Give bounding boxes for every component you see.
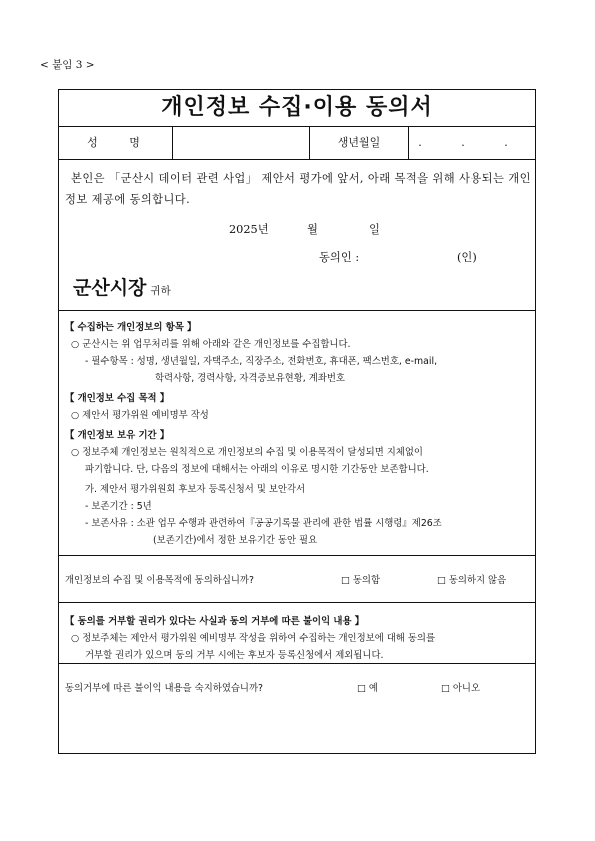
purpose-line: ○ 제안서 평가위원 예비명부 작성 <box>71 410 209 421</box>
items-line: ○ 군산시는 위 업무처리를 위해 아래와 같은 개인정보를 수집합니다. <box>71 339 351 350</box>
name-label: 성 명 <box>59 127 173 159</box>
addressee-name: 군산시장 <box>73 277 147 299</box>
refusal-section <box>59 603 535 664</box>
purpose-heading: 【 개인정보 수집 목적 】 <box>65 393 170 404</box>
attachment-label: < 붙임 3 > <box>40 59 95 71</box>
period-line: - 보존사유 : 소관 업무 수행과 관련하여『공공기록물 관리에 관한 법률 시행령』제26조 <box>85 518 442 529</box>
refusal-line: 거부할 권리가 있으며 동의 거부 시에는 후보자 등록신청에서 제외됩니다. <box>85 650 384 661</box>
refusal-heading: 【 동의를 거부할 권리가 있다는 사실과 동의 거부에 따른 불이익 내용 】 <box>65 616 365 627</box>
addressee <box>73 273 171 300</box>
yes-checkbox[interactable]: □ 예 <box>357 683 378 694</box>
period-line: (보존기간)에서 정한 보유기간 동안 필요 <box>153 535 318 546</box>
no-checkbox[interactable]: □ 아니오 <box>441 683 481 694</box>
period-line: 가. 제안서 평가위원회 후보자 등록신청서 및 보안각서 <box>85 484 306 495</box>
consent-question-row <box>59 556 535 603</box>
date-day: 일 <box>369 223 380 236</box>
items-line: 학력사항, 경력사항, 자격증보유현황, 계좌번호 <box>155 373 345 384</box>
refusal-line: ○ 정보주체는 제안서 평가위원 예비명부 작성을 위하여 수집하는 개인정보에 대해 동의를 <box>71 633 436 644</box>
privacy-info-section <box>59 311 535 556</box>
period-heading: 【 개인정보 보유 기간 】 <box>65 430 170 441</box>
signer-label: 동의인 : <box>319 251 360 264</box>
addressee-suffix: 귀하 <box>150 285 171 297</box>
items-heading: 【 수집하는 개인정보의 항목 】 <box>65 322 197 333</box>
consent-section <box>59 160 535 311</box>
birth-field[interactable]: . . . <box>418 136 526 149</box>
period-line: ○ 정보주체 개인정보는 원칙적으로 개인정보의 수집 및 이용목적이 달성되면 지체없이 <box>71 447 423 458</box>
form-title: 개인정보 수집·이용 동의서 <box>59 90 535 127</box>
acknowledge-question-row <box>59 664 535 710</box>
items-line: - 필수항목 : 성명, 생년월일, 자택주소, 직장주소, 전화번호, 휴대폰, 팩스번호, e-mail, <box>85 356 438 367</box>
disagree-checkbox[interactable]: □ 동의하지 않음 <box>437 575 507 586</box>
identity-row <box>59 127 535 160</box>
consent-question: 개인정보의 수집 및 이용목적에 동의하십니까? <box>65 575 254 586</box>
period-line: 파기합니다. 단, 다음의 정보에 대해서는 아래의 이유로 명시한 기간동안 보존합니다. <box>85 464 429 475</box>
birth-label: 생년월일 <box>310 127 409 159</box>
consent-statement: 본인은 「군산시 데이터 관련 사업」 제안서 평가에 앞서, 아래 목적을 위해 사용되는 개인정보 제공에 동의합니다. <box>65 172 531 206</box>
period-line: - 보존기간 : 5년 <box>85 501 152 512</box>
agree-checkbox[interactable]: □ 동의함 <box>341 575 381 586</box>
seal-label: (인) <box>457 251 477 264</box>
acknowledge-question: 동의거부에 따른 불이익 내용을 숙지하였습니까? <box>65 683 264 694</box>
date-year: 2025년 <box>229 223 269 236</box>
name-field[interactable] <box>173 127 310 159</box>
consent-form <box>58 89 536 754</box>
date-month: 월 <box>307 223 318 236</box>
